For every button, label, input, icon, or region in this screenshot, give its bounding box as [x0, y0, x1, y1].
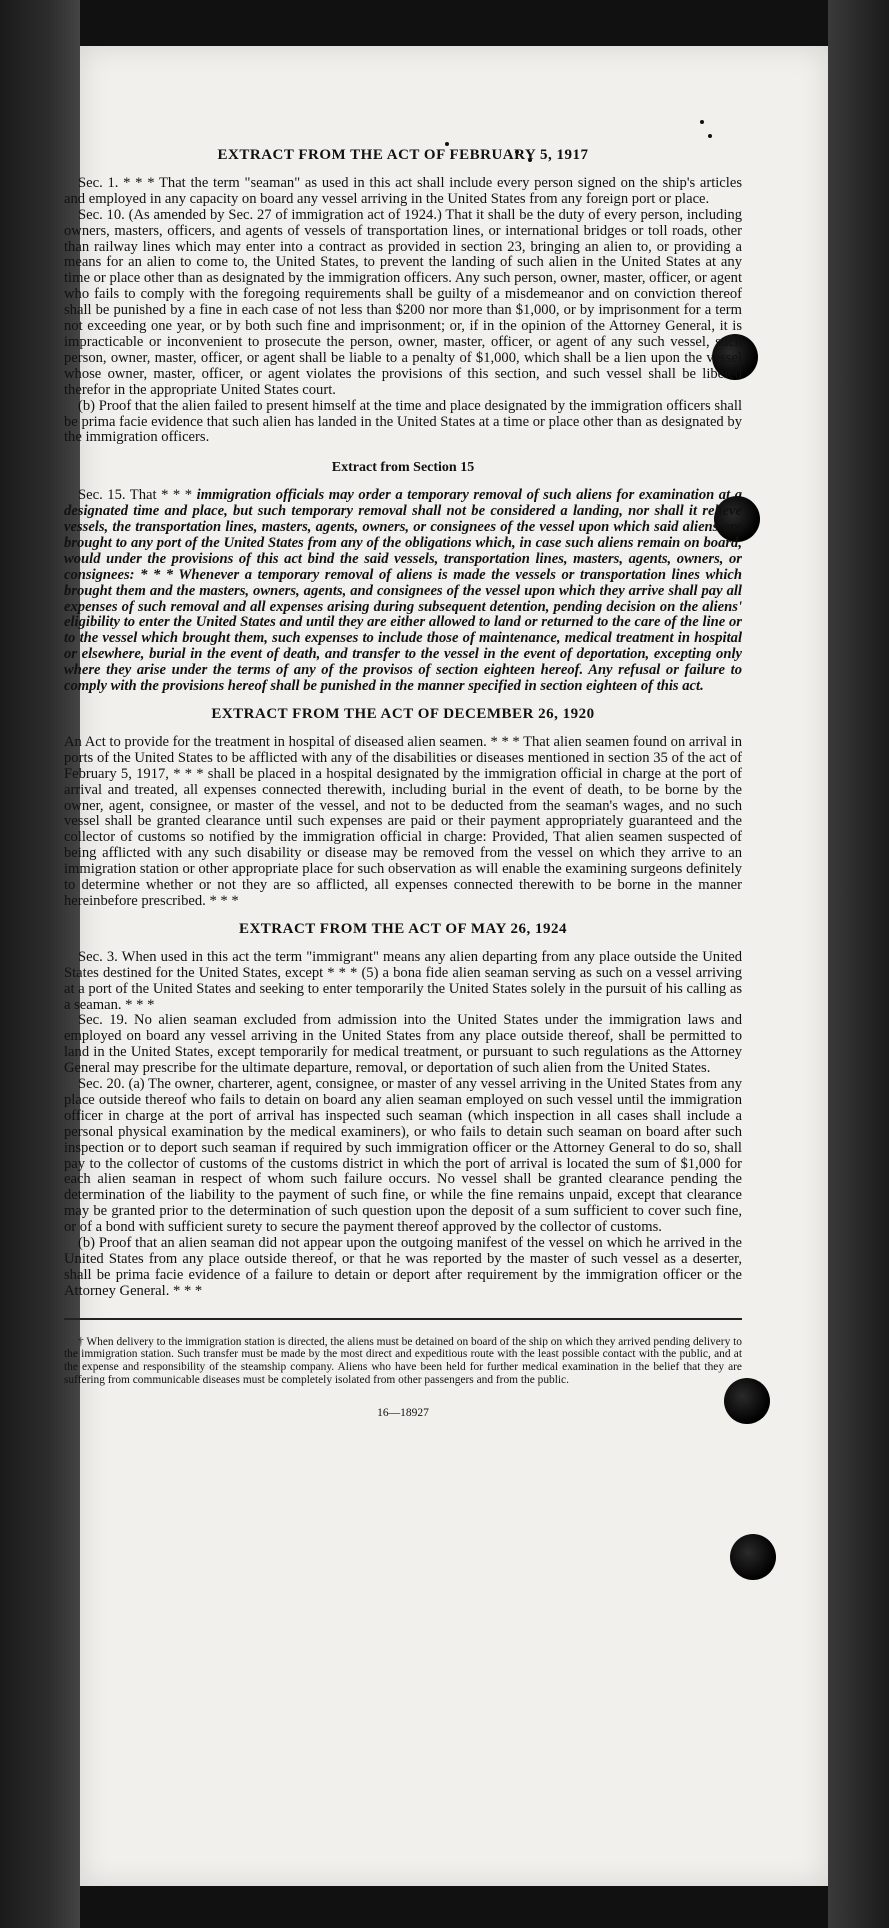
- footnote-divider: [64, 1318, 742, 1320]
- paragraph-act-1920: An Act to provide for the treatment in hospital of diseased alien seamen. * * * That alien seamen found on arrival in ports of the United States to be afflicted with any of the disabilities or diseases mentioned in section 35 of the act of February 5, 1917, * * * shall be placed in a hospital designated by the immigration official in charge at the port of arrival and treated, all expenses connected therewith, including burial in the event of death, to be borne by the owner, agent, consignee, or master of the vessel, and not to be deducted from the seaman's wages, and no such vessel shall be granted clearance until such expenses are paid or their payment appropriately guaranteed and the collector of customs so notified by the immigration official in charge: Provided, That alien seamen suspected of being afflicted with any such disability or disease may be removed from the vessel on which they arrive to an immigration station or other appropriate place for such observation as will enable the examining surgeons definitely to determine whether or not they are so afflicted, all expenses connected therewith to be borne in the manner hereinbefore prescribed. * * *: [64, 733, 742, 909]
- sec-15-lead: Sec. 15. That * * *: [78, 487, 197, 504]
- paragraph-sec-15: [64, 488, 742, 695]
- paragraph-sec-10-b: (b) Proof that the alien failed to present himself at the time and place designated by the immigration officers shall be prima facie evidence that such alien has landed in the United States at a time or place other than as designated by the immigration officers.: [64, 397, 742, 446]
- paragraph-sec-10: Sec. 10. (As amended by Sec. 27 of immigration act of 1924.) That it shall be the duty of every person, including owners, masters, officers, and agents of vessels of transportation lines, or international bridges or toll roads, other than railway lines which may enter into a contract as provided in section 23, bringing an alien to, or providing a means for an alien to come to, the United States, to prevent the landing of such alien in the United States at any time or place other than as designated by the immigration officers. Any such person, owner, master, officer, or agent who fails to comply with the foregoing requirements shall be guilty of a misdemeanor and on conviction thereof shall be punished by a fine in each case of not less than $200 nor more than $1,000, or by imprisonment for a term not exceeding one year, or by both such fine and imprisonment; or, if in the opinion of the Attorney General, it is impracticable or inconvenient to prosecute the person, owner, master, officer, or agent of any such vessel, such person, owner, master, officer, or agent shall be liable to a penalty of $1,000, which shall be a lien upon the vessel whose owner, master, officer, or agent violates the provisions of this section, and such vessel shall be libeled therefor in the appropriate United States court.: [64, 206, 742, 398]
- speck: [445, 142, 449, 146]
- paragraph-sec-20-a: Sec. 20. (a) The owner, charterer, agent, consignee, or master of any vessel arriving in the United States from any place outside thereof who fails to detain on board any alien seaman employed on such vessel until the immigration officer in charge at the port of arrival has inspected such seaman (which inspection in all cases shall include a personal physical examination by the medical examiners), or who fails to detain such seaman on board after such inspection or to deport such seaman if required by such immigration officer or the Attorney General to do so, shall pay to the collector of customs of the customs district in which the port of arrival is located the sum of $1,000 for each alien seaman in respect of whom such failure occurs. No vessel shall be granted clearance pending the determination of the liability to the payment of such fine, or while the fine remains unpaid, except that clearance may be granted prior to the determination of such question upon the deposit of a sum sufficient to cover such fine, or of a bond with sufficient surety to secure the payment thereof approved by the collector of customs.: [64, 1076, 742, 1236]
- speck: [708, 134, 712, 138]
- section-heading-1924: EXTRACT FROM THE ACT OF MAY 26, 1924: [238, 920, 568, 937]
- paragraph-sec-3: Sec. 3. When used in this act the term "immigrant" means any alien departing from any place outside the United States destined for the United States, except * * * (5) a bona fide alien seaman serving as such on a vessel arriving at a port of the United States and seeking to enter temporarily the United States solely in the pursuit of his calling as a seaman. * * *: [64, 948, 742, 1013]
- document-body: [64, 148, 742, 1422]
- footnote: † When delivery to the immigration station is directed, the aliens must be detained on board of the ship on which they arrived pending delivery to the immigration station. Such transfer must be made by the most direct and expeditious route with the least possible contact with the public, and at the expense and responsibility of the steamship company. Aliens who have been held for further medical examination in the belief that they are suffering from communicable diseases must be completely isolated from other passengers and from the public.: [64, 1335, 742, 1386]
- section-heading-1917: EXTRACT FROM THE ACT OF FEBRUARY 5, 1917: [217, 147, 589, 163]
- section-heading-1920: EXTRACT FROM THE ACT OF DECEMBER 26, 1920: [211, 706, 595, 722]
- section-subheading-15: Extract from Section 15: [331, 460, 475, 476]
- sec-15-italic: immigration officials may order a temporary removal of such aliens for examination at a designated time and place, but such temporary removal shall not be considered a landing, nor shall it relieve vessels, the transportation lines, masters, agents, owners, or consignees of the vessel upon which said aliens are brought to any port of the United States from any of the obligations which, in case such aliens remain on board, would under the provisions of this act bind the said vessels, transportation lines, masters, agents, owners, or consignees: * * * Whenever a temporary removal of aliens is made the vessels or transportation lines which brought them and the masters, owners, agents, and consignees of the vessel upon which they arrive shall pay all expenses of such removal and all expenses arising during subsequent detention, pending decision on the aliens' eligibility to enter the United States and until they are either allowed to land or returned to the care of the line or to the vessel which brought them, such expenses to include those of maintenance, medical treatment in hospital or elsewhere, burial in the event of death, and transfer to the vessel in the event of deportation, excepting only where they arise under the terms of any of the provisos of section eighteen hereof. Any refusal or failure to comply with the provisions hereof shall be punished in the manner specified in section eighteen of this act.: [64, 487, 742, 695]
- speck: [700, 120, 704, 124]
- punch-hole: [730, 1534, 776, 1580]
- paragraph-sec-20-b: (b) Proof that an alien seaman did not appear upon the outgoing manifest of the vessel on which he arrived in the United States from any place outside thereof, or that he was reported by the master of such vessel as a deserter, shall be prima facie evidence of a failure to detain or deport after requirement by the immigration officer or the Attorney General. * * *: [64, 1235, 742, 1299]
- scan-border-right: [828, 0, 889, 1928]
- paragraph-sec-19: Sec. 19. No alien seaman excluded from admission into the United States under the immigration laws and employed on board any vessel arriving in the United States from any place outside thereof, shall be permitted to land in the United States, except temporarily for medical treatment, or pursuant to such regulations as the Attorney General may prescribe for the ultimate departure, removal, or deportation of such alien from the United States.: [64, 1012, 742, 1077]
- form-number: 16—18927: [377, 1407, 429, 1420]
- paragraph-sec-1: Sec. 1. * * * That the term "seaman" as used in this act shall include every person signed on the ship's articles and employed in any capacity on board any vessel arriving in the United States from any foreign port or place.: [64, 174, 742, 207]
